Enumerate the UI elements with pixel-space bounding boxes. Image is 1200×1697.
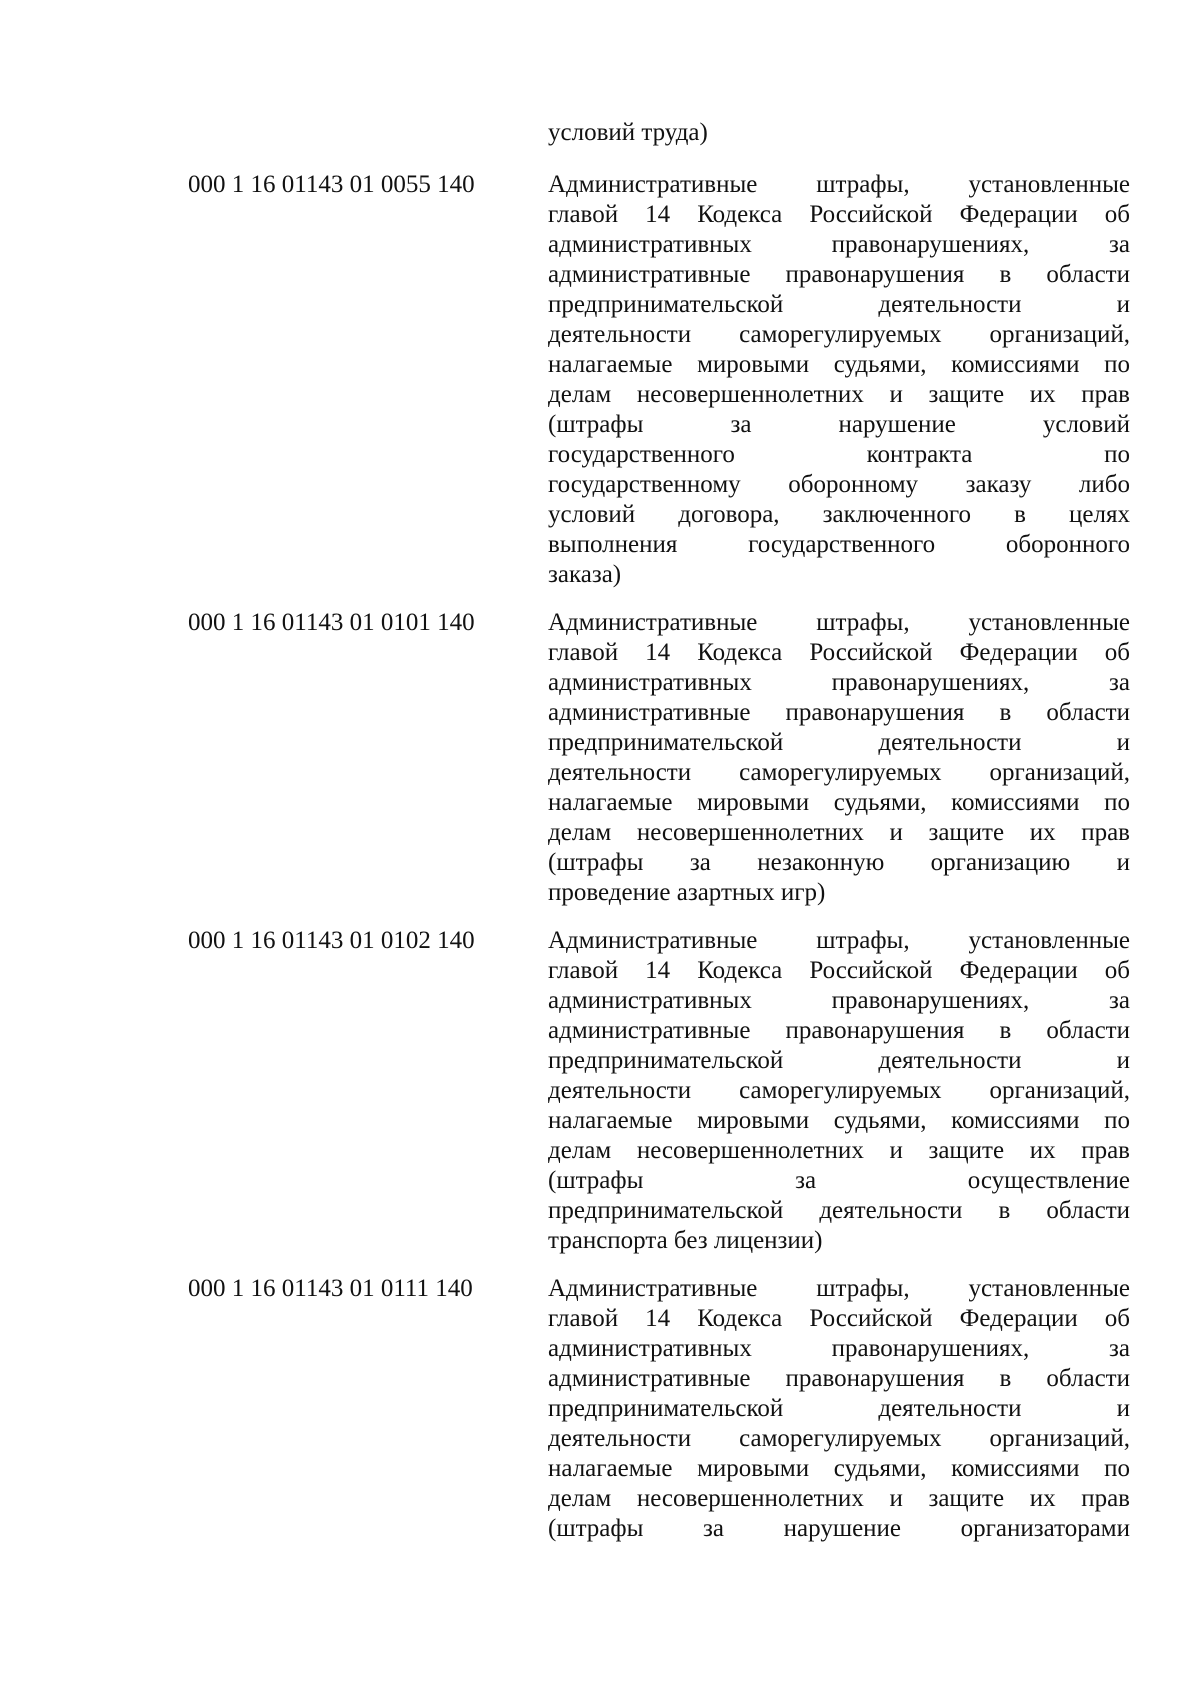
description-line: главой 14 Кодекса Российской Федерации об (548, 1305, 1130, 1332)
description-line: налагаемые мировыми судьями, комиссиями по (548, 1107, 1130, 1134)
description-line: проведение азартных игр) (548, 879, 826, 906)
description-line: (штрафы за нарушение условий (548, 411, 1130, 438)
description-line: заказа) (548, 561, 622, 588)
description-line: государственного контракта по (548, 441, 1130, 468)
description-line: административных правонарушениях, за (548, 987, 1130, 1014)
description-line: административных правонарушениях, за (548, 669, 1130, 696)
description-line: административных правонарушениях, за (548, 1335, 1130, 1362)
description-line: Административные штрафы, установленные (548, 927, 1130, 954)
description-line: административные правонарушения в области (548, 699, 1130, 726)
description-line: деятельности саморегулируемых организаций, (548, 1425, 1130, 1452)
description-line: деятельности саморегулируемых организаций, (548, 1077, 1130, 1104)
description-line: административные правонарушения в области (548, 1017, 1130, 1044)
description-line: налагаемые мировыми судьями, комиссиями по (548, 351, 1130, 378)
description-line: предпринимательской деятельности и (548, 729, 1130, 756)
kbk-code: 000 1 16 01143 01 0101 140 (188, 609, 475, 636)
description-line: предпринимательской деятельности и (548, 1047, 1130, 1074)
description-line: государственному оборонному заказу либо (548, 471, 1130, 498)
description-line: административные правонарушения в области (548, 1365, 1130, 1392)
description-line: налагаемые мировыми судьями, комиссиями по (548, 789, 1130, 816)
description-line: административных правонарушениях, за (548, 231, 1130, 258)
description-line: делам несовершеннолетних и защите их прав (548, 1137, 1130, 1164)
description-line: (штрафы за осуществление (548, 1167, 1130, 1194)
description-line: Административные штрафы, установленные (548, 609, 1130, 636)
description-line: Административные штрафы, установленные (548, 1275, 1130, 1302)
description-line: налагаемые мировыми судьями, комиссиями по (548, 1455, 1130, 1482)
kbk-code: 000 1 16 01143 01 0111 140 (188, 1275, 473, 1302)
description-line: условий договора, заключенного в целях (548, 501, 1130, 528)
description-line: делам несовершеннолетних и защите их прав (548, 381, 1130, 408)
description-line: предпринимательской деятельности и (548, 291, 1130, 318)
kbk-code: 000 1 16 01143 01 0055 140 (188, 171, 475, 198)
description-line: выполнения государственного оборонного (548, 531, 1130, 558)
description-line: главой 14 Кодекса Российской Федерации об (548, 957, 1130, 984)
description-line: предпринимательской деятельности и (548, 1395, 1130, 1422)
description-line: делам несовершеннолетних и защите их прав (548, 819, 1130, 846)
description-line: главой 14 Кодекса Российской Федерации об (548, 639, 1130, 666)
description-line: Административные штрафы, установленные (548, 171, 1130, 198)
description-line: транспорта без лицензии) (548, 1227, 823, 1254)
description-line: (штрафы за незаконную организацию и (548, 849, 1130, 876)
description-line: предпринимательской деятельности в области (548, 1197, 1130, 1224)
kbk-code: 000 1 16 01143 01 0102 140 (188, 927, 475, 954)
description-line: (штрафы за нарушение организаторами (548, 1515, 1130, 1542)
continuation-text: условий труда) (548, 119, 708, 146)
description-line: административные правонарушения в области (548, 261, 1130, 288)
description-line: делам несовершеннолетних и защите их прав (548, 1485, 1130, 1512)
description-line: деятельности саморегулируемых организаций, (548, 321, 1130, 348)
description-line: главой 14 Кодекса Российской Федерации об (548, 201, 1130, 228)
description-line: деятельности саморегулируемых организаций, (548, 759, 1130, 786)
